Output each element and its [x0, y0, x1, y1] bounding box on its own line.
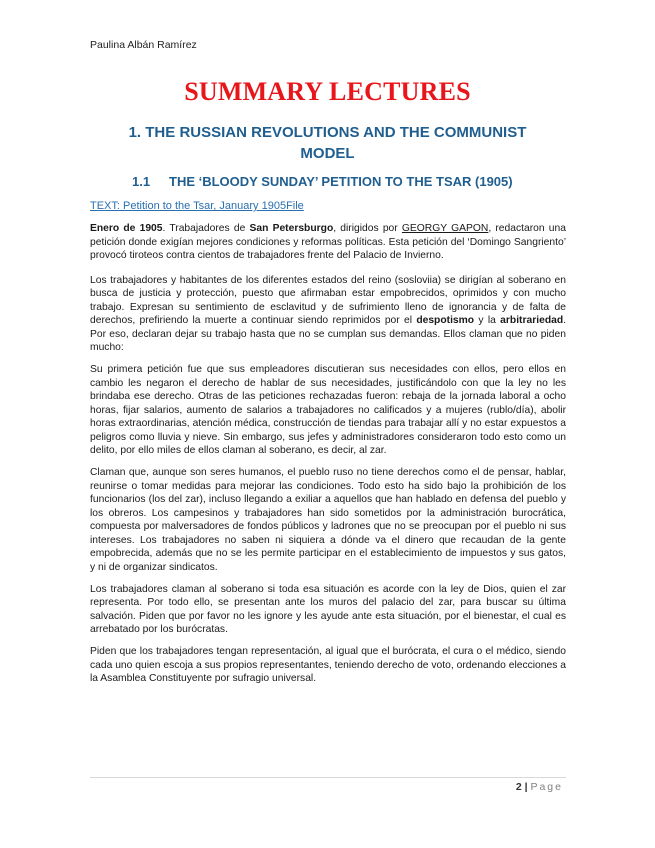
footer-divider	[90, 777, 566, 778]
leader-name: GEORGY GAPON	[401, 223, 489, 234]
page-number-separator: |	[521, 781, 531, 793]
source-text-link[interactable]: TEXT: Petition to the Tsar, January 1905File	[90, 200, 304, 212]
subsection-heading	[132, 174, 513, 189]
subsection-title: THE ‘BLOODY SUNDAY’ PETITION TO THE TSAR (1905)	[169, 174, 513, 189]
city-bold: San Petersburgo	[249, 223, 334, 234]
page-number	[516, 781, 563, 793]
paragraph-2	[90, 274, 566, 355]
despotismo-bold: despotismo	[416, 315, 475, 326]
paragraph-5: Los trabajadores claman al soberano si toda esa situación es acorde con la ley de Dios, quien el zar representa. Por todo ello, se presentan ante los muros del palacio del zar, para buscar su última salvación. Piden que por favor no les ignore y les ayude ante esta situación, por el bienestar, el cual es arrebatado por los burócratas.	[90, 583, 566, 635]
section-heading: 1. THE RUSSIAN REVOLUTIONS AND THE COMMUNIST MODEL	[128, 124, 527, 162]
paragraph-4: Claman que, aunque son seres humanos, el pueblo ruso no tiene derechos como el de pensar, hablar, reunirse o tomar medidas para mejorar las condiciones. Todo esto ha sido bajo la prohibición de los funcionarios (los del zar), incluso llegando a exiliar a aquellos que han hablado en defensa del pueblo y los obreros. Los campesinos y trabajadores han sido sometidos por la administración burocrática, compuesta por malversadores de fondos públicos y ladrones que no se preocupan por el pueblo ni sus intereses. Los trabajadores no saben ni siquiera a dónde va el dinero que recaudan de la gente empobrecida, además que no se les permite participar en el establecimiento de impuestos y sus gatos, y ni de organizar sindicatos.	[90, 467, 566, 573]
page-number-value: 2	[515, 781, 522, 793]
paragraph-text: . Trabajadores de	[162, 223, 250, 234]
paragraph-text: y la	[474, 315, 501, 326]
paragraph-text: . Por eso, declaran dejar su trabajo hasta que no se cumplan sus demandas. Ellos claman que no piden mucho:	[90, 315, 566, 353]
page-label: Page	[530, 781, 563, 793]
subsection-number: 1.1	[132, 174, 151, 189]
paragraph-text: , redactaron una petición donde exigían mejores condiciones y reformas políticas. Esta petición del ‘Domingo Sangriento’ provocó tiroteos contra cientos de trabajadores frente del Palacio de Invierno.	[90, 223, 566, 261]
date-bold: Enero de 1905	[90, 223, 163, 234]
paragraph-6: Piden que los trabajadores tengan representación, al igual que el burócrata, el cura o el médico, siendo cada uno quien escoja a sus propios representantes, teniendo derecho de voto, ordenando elecciones a la Asamblea Constituyente por sufragio universal.	[90, 646, 566, 684]
header-author: Paulina Albán Ramírez	[90, 39, 197, 51]
document-body	[90, 222, 566, 694]
paragraph-1	[90, 222, 566, 263]
arbitrariedad-bold: arbitrariedad	[500, 315, 564, 326]
document-title: SUMMARY LECTURES	[184, 77, 471, 106]
paragraph-text: Los trabajadores y habitantes de los diferentes estados del reino (sosloviia) se dirigían al soberano en busca de justicia y protección, puesto que afirmaban estar empobrecidos, oprimidos y con mucho trabajo. Expresan su sentimiento de esclavitud y de sufrimiento lleno de ignorancia y de falta de derechos, prefiriendo la muerte a continuar siendo reprimidos por el	[90, 274, 566, 326]
paragraph-text: , dirigidos por	[333, 223, 402, 234]
paragraph-3: Su primera petición fue que sus empleadores discutieran sus necesidades con ellos, pero ellos en cambio les negaron el derecho de hablar de sus necesidades, justificándolo con que la ley no les brindaba ese derecho. Otras de las peticiones rechazadas fueron: rebaja de la jornada laboral a ocho horas, fijar salarios, aumento de salarios a trabajadores no calificados y a mujeres (rublo/día), abolir horas extraordinarias, atención médica, construcción de tiendas para trabajar allí y no estar expuestos a peligros como lluvia y nieve. Sin embargo, sus jefes y administradores consideraron todo esto como un delito, por ello miles de ellos claman al soberano, es decir, al zar.	[90, 364, 566, 456]
